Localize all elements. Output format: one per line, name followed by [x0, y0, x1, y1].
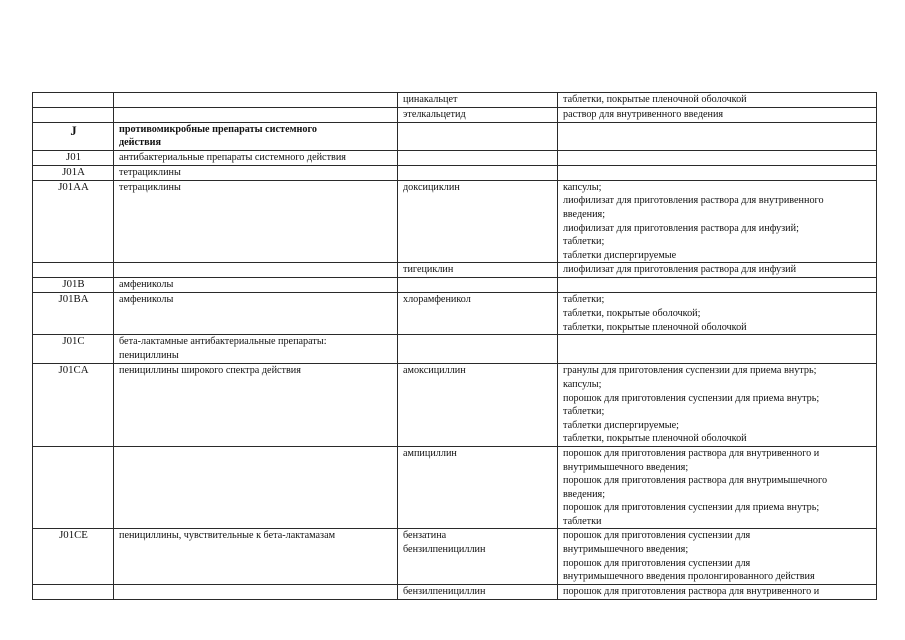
- table-row: [33, 529, 877, 585]
- group-name-cell: пенициллины широкого спектра действия: [114, 364, 398, 447]
- atc-code-cell: [33, 263, 114, 278]
- medication-table: [32, 92, 877, 600]
- dosage-form-line: введения;: [563, 208, 606, 220]
- table-row: [33, 180, 877, 263]
- dosage-form-line: капсулы;: [563, 378, 602, 390]
- drug-name-cell: тигециклин: [398, 263, 558, 278]
- drug-name-cell: [398, 165, 558, 180]
- dosage-forms-cell: [558, 585, 877, 600]
- atc-code-cell: J01AA: [33, 180, 114, 263]
- drug-name-cell: [398, 150, 558, 165]
- group-name-cell: [114, 93, 398, 108]
- table-row: [33, 165, 877, 180]
- table-row: [33, 585, 877, 600]
- table-body: [33, 93, 877, 600]
- drug-name-cell: доксициклин: [398, 180, 558, 263]
- dosage-form-line: порошок для приготовления суспензии для приема внутрь;: [563, 502, 820, 514]
- dosage-form-line: порошок для приготовления суспензии для: [563, 530, 751, 542]
- dosage-forms-cell: [558, 446, 877, 529]
- dosage-form-line: лиофилизат для приготовления раствора для внутривенного: [563, 195, 824, 207]
- atc-code-cell: J01A: [33, 165, 114, 180]
- dosage-form-line: порошок для приготовления раствора для внутримышечного: [563, 475, 828, 487]
- group-name-cell: амфениколы: [114, 278, 398, 293]
- dosage-form-line: таблетки, покрытые пленочной оболочкой: [563, 94, 747, 105]
- group-name-cell: [114, 585, 398, 600]
- dosage-forms-cell: [558, 293, 877, 335]
- atc-code-cell: J: [33, 122, 114, 150]
- dosage-form-line: капсулы;: [563, 181, 602, 193]
- table-row: [33, 93, 877, 108]
- group-name-cell: антибактериальные препараты системного действия: [114, 150, 398, 165]
- dosage-form-line: внутримышечного введения пролонгированного действия: [563, 571, 815, 583]
- group-name-cell: [114, 107, 398, 122]
- group-name-cell: противомикробные препараты системного действия: [114, 122, 398, 150]
- table-row: [33, 293, 877, 335]
- dosage-form-line: таблетки диспергируемые;: [563, 419, 679, 431]
- dosage-form-line: таблетки: [563, 515, 602, 527]
- atc-code-cell: [33, 446, 114, 529]
- table-row: [33, 122, 877, 150]
- atc-code-cell: [33, 585, 114, 600]
- group-name-cell: пенициллины, чувствительные к бета-лактамазам: [114, 529, 398, 585]
- dosage-forms-cell: [558, 335, 877, 364]
- dosage-form-line: таблетки, покрытые пленочной оболочкой: [563, 321, 747, 333]
- dosage-form-line: внутримышечного введения;: [563, 544, 689, 556]
- dosage-forms-cell: [558, 263, 877, 278]
- dosage-form-line: порошок для приготовления раствора для внутривенного и: [563, 586, 820, 598]
- atc-code-cell: J01BA: [33, 293, 114, 335]
- table-row: [33, 150, 877, 165]
- atc-code-cell: J01CA: [33, 364, 114, 447]
- dosage-forms-cell: [558, 165, 877, 180]
- group-name-cell: [114, 446, 398, 529]
- table-row: [33, 107, 877, 122]
- drug-name-cell: [398, 335, 558, 364]
- dosage-form-line: таблетки;: [563, 236, 605, 248]
- dosage-form-line: лиофилизат для приготовления раствора для инфузий;: [563, 222, 799, 234]
- table-row: [33, 335, 877, 364]
- dosage-form-line: порошок для приготовления раствора для внутривенного и: [563, 447, 820, 459]
- drug-name-cell: амоксициллин: [398, 364, 558, 447]
- drug-name-cell: [398, 278, 558, 293]
- drug-name-cell: бензилпенициллин: [398, 585, 558, 600]
- table-row: [33, 263, 877, 278]
- atc-code-cell: [33, 107, 114, 122]
- group-name-cell: тетрациклины: [114, 165, 398, 180]
- group-name-cell: тетрациклины: [114, 180, 398, 263]
- dosage-form-line: таблетки;: [563, 294, 605, 306]
- dosage-forms-cell: [558, 93, 877, 108]
- dosage-form-line: гранулы для приготовления суспензии для приема внутрь;: [563, 365, 817, 377]
- drug-name-cell: ампициллин: [398, 446, 558, 529]
- atc-code-cell: J01: [33, 150, 114, 165]
- dosage-form-line: порошок для приготовления суспензии для приема внутрь;: [563, 392, 820, 404]
- dosage-forms-cell: [558, 364, 877, 447]
- dosage-forms-cell: [558, 107, 877, 122]
- group-name-cell: бета-лактамные антибактериальные препараты: пенициллины: [114, 335, 398, 364]
- dosage-form-line: таблетки;: [563, 406, 605, 418]
- dosage-form-line: раствор для внутривенного введения: [563, 108, 724, 120]
- dosage-form-line: таблетки диспергируемые: [563, 249, 677, 261]
- dosage-forms-cell: [558, 278, 877, 293]
- dosage-form-line: внутримышечного введения;: [563, 461, 689, 473]
- dosage-forms-cell: [558, 180, 877, 263]
- table-row: [33, 364, 877, 447]
- table-row: [33, 446, 877, 529]
- atc-code-cell: [33, 93, 114, 108]
- dosage-forms-cell: [558, 529, 877, 585]
- dosage-forms-cell: [558, 150, 877, 165]
- dosage-form-line: введения;: [563, 488, 606, 500]
- drug-name-cell: бензатина бензилпенициллин: [398, 529, 558, 585]
- dosage-form-line: порошок для приготовления суспензии для: [563, 557, 751, 569]
- atc-code-cell: J01C: [33, 335, 114, 364]
- group-name-cell: амфениколы: [114, 293, 398, 335]
- atc-code-cell: J01B: [33, 278, 114, 293]
- group-name-cell: [114, 263, 398, 278]
- dosage-form-line: таблетки, покрытые пленочной оболочкой: [563, 433, 747, 445]
- drug-name-cell: цинакальцет: [398, 93, 558, 108]
- drug-name-cell: [398, 122, 558, 150]
- atc-code-cell: J01CE: [33, 529, 114, 585]
- table-row: [33, 278, 877, 293]
- dosage-forms-cell: [558, 122, 877, 150]
- dosage-form-line: лиофилизат для приготовления раствора для инфузий: [563, 264, 797, 276]
- drug-name-cell: этелкальцетид: [398, 107, 558, 122]
- dosage-form-line: таблетки, покрытые оболочкой;: [563, 307, 701, 319]
- drug-name-cell: хлорамфеникол: [398, 293, 558, 335]
